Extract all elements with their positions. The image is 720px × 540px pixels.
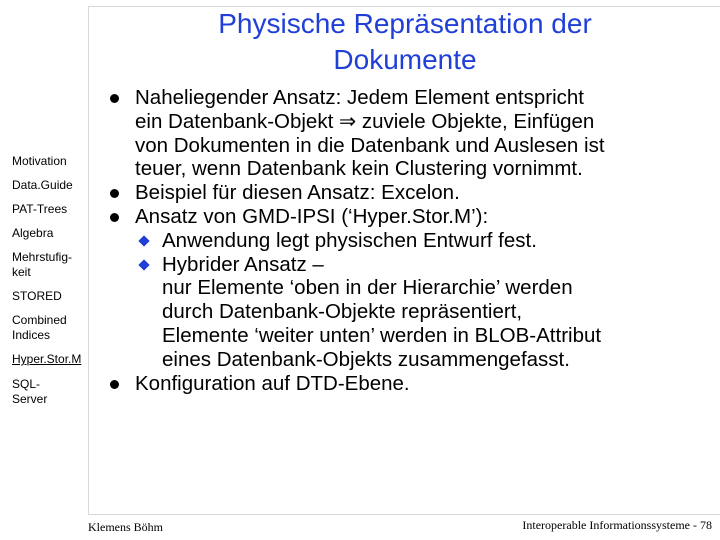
footer-author: Klemens Böhm — [88, 520, 163, 534]
nav-item-sql-server[interactable]: SQL- Server — [12, 377, 48, 406]
bullet-dot-icon — [110, 213, 119, 222]
bullet-text-line: eines Datenbank-Objekts zusammengefasst. — [162, 347, 570, 371]
nav-item-hyperstorm[interactable]: Hyper.Stor.M — [12, 352, 82, 366]
bullet-text-line: Ansatz von GMD-IPSI (‘Hyper.Stor.M’): — [135, 204, 489, 228]
bullet-text-line: Hybrider Ansatz – — [162, 252, 324, 276]
bullet-text-line: nur Elemente ‘oben in der Hierarchie’ werden — [162, 276, 573, 300]
diamond-bullet-icon — [138, 259, 149, 270]
bullet-dot-icon — [110, 94, 119, 103]
bullet-text-line: Elemente ‘weiter unten’ werden in BLOB-Attribut — [162, 323, 602, 347]
bullet-text-line: Naheliegender Ansatz: Jedem Element entspricht — [135, 86, 584, 109]
bullet-dot-icon — [110, 189, 119, 198]
nav-item-pat-trees[interactable]: PAT-Trees — [12, 202, 68, 216]
slide-title: Physische Repräsentation der Dokumente — [218, 8, 592, 75]
bullet-dot-icon — [110, 380, 119, 389]
bullet-text-line: durch Datenbank-Objekte repräsentiert, — [162, 300, 523, 324]
bullet-item — [108, 86, 708, 181]
sub-bullet-item — [108, 229, 708, 253]
slide-frame-bottom — [88, 514, 720, 515]
bullet-text-line: teuer, wenn Datenbank kein Clustering vornimmt. — [135, 157, 583, 181]
nav-item-dataguide[interactable]: Data.Guide — [12, 178, 73, 192]
diamond-bullet-icon — [138, 235, 149, 246]
footer-course: Interoperable Informationssysteme - 78 — [522, 518, 712, 532]
nav-item-mehrstufigkeit[interactable]: Mehrstufig- keit — [12, 250, 73, 279]
nav-item-motivation[interactable]: Motivation — [12, 154, 67, 168]
bullet-text-line: Anwendung legt physischen Entwurf fest. — [162, 228, 537, 252]
bullet-item — [108, 205, 708, 229]
nav-item-combined-indices[interactable]: Combined Indices — [12, 313, 67, 342]
sub-bullet-item — [108, 253, 708, 372]
nav-item-algebra[interactable]: Algebra — [12, 226, 54, 240]
bullet-text-line: Konfiguration auf DTD-Ebene. — [135, 371, 410, 395]
nav-item-stored[interactable]: STORED — [12, 289, 62, 303]
slide-content — [108, 86, 708, 395]
bullet-text-line: Beispiel für diesen Ansatz: Excelon. — [135, 181, 460, 205]
bullet-text-line: ein Datenbank-Objekt ⇒ zuviele Objekte, Einfügen — [135, 109, 595, 133]
bullet-item — [108, 372, 708, 396]
bullet-text-line: von Dokumenten in die Datenbank und Auslesen ist — [135, 133, 605, 157]
bullet-item — [108, 181, 708, 205]
slide-frame-left — [88, 6, 89, 514]
